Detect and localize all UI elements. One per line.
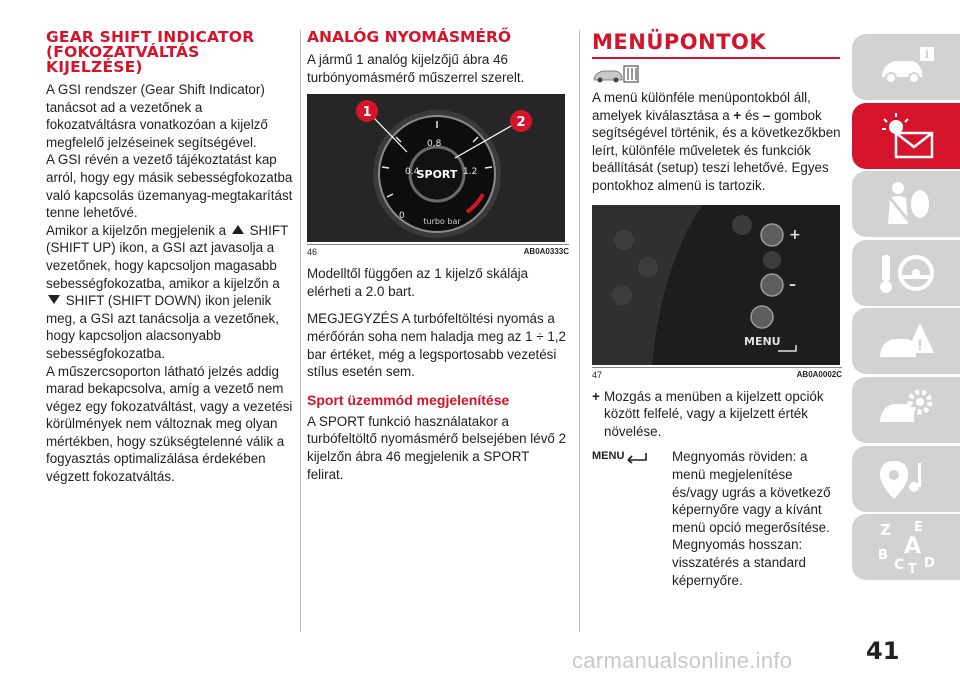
figure-46-number: 46 <box>307 247 318 258</box>
menu-paragraph-1 <box>592 89 842 195</box>
menu-return-icon <box>626 450 648 464</box>
car-gear-icon <box>876 386 936 434</box>
steering-buttons-illustration <box>592 205 840 365</box>
tick-label-1-2: 1.2 <box>463 167 478 178</box>
watermark: carmanualsonline.info <box>572 648 793 673</box>
tab-warning-lights[interactable] <box>852 103 960 169</box>
index-letter-e: E <box>914 520 923 536</box>
menu-button-description <box>592 448 842 589</box>
tab-car-info[interactable] <box>852 34 960 100</box>
tab-emergency[interactable] <box>852 308 960 374</box>
column-menu-items <box>592 30 842 589</box>
figure-46-gauge <box>307 94 565 242</box>
button-minus-label: – <box>789 276 796 293</box>
gsi-p3-part-b: SHIFT (SHIFT UP) ikon, a GSI azt javasolja a vezetőnek, hogy kapcsoljon magasabb sebességfokozatba, amikor a kijelzőn a <box>46 222 289 291</box>
plus-bullet-text: Mozgás a menüben a kijelzett opciók között felfelé, vagy a kijelzett érték növelése. <box>604 388 824 439</box>
menu-heading: MENÜPONTOK <box>592 30 767 54</box>
page-number: 41 <box>866 637 900 665</box>
vehicle-variant-icon <box>592 63 842 85</box>
index-letter-c: C <box>894 557 905 574</box>
index-letter-d: D <box>924 556 935 572</box>
index-letter-a: A <box>904 534 922 560</box>
gsi-paragraph-2: A GSI révén a vezető tájékoztatást kap arról, hogy egy másik sebességfokozatba való kapcsolás üzemanyag-megtakarítást tenne lehetővé. <box>46 152 293 221</box>
gauge-paragraph-1: A jármű 1 analóg kijelzőjű ábra 46 turbónyomásmérő műszerrel szerelt. <box>307 52 525 85</box>
callout-2-label: 2 <box>516 115 526 131</box>
gsi-paragraph-1: A GSI rendszer (Gear Shift Indicator) tanácsot ad a vezetőnek a fokozatváltásra vonatkozóan a kijelző megfelelő jelzéseinek segítségével. <box>46 82 268 150</box>
gauge-heading: ANALÓG NYOMÁSMÉRŐ <box>307 28 512 46</box>
figure-47-code: AB0A0002C <box>796 369 842 379</box>
index-letter-b: B <box>878 548 888 564</box>
shift-up-icon <box>232 225 244 234</box>
plus-bullet-symbol: + <box>592 388 600 404</box>
menu-p1-part-a: A menü különféle menüpontokból áll, amelyek kiválasztása a <box>592 90 811 123</box>
column-divider-2 <box>579 30 580 632</box>
menu-key-text-description: Megnyomás röviden: a menü megjelenítése és/vagy ugrás a következő képernyőre vagy a kívánt menü opció megerősítése. Megnyomás hosszan: visszatérés a standard képernyőre. <box>672 449 831 588</box>
index-letter-t: T <box>908 562 917 576</box>
index-letter-z: Z <box>880 521 891 540</box>
gsi-p3-part-a: Amikor a kijelzőn megjelenik a <box>46 222 227 238</box>
menu-heading-rule <box>592 57 840 59</box>
music-nav-icon <box>876 455 936 503</box>
svg-text:i: i <box>924 48 930 61</box>
index-letters-icon <box>874 519 938 575</box>
minus-symbol: – <box>762 107 771 123</box>
warning-light-envelope-icon <box>874 111 938 161</box>
figure-47-number: 47 <box>592 369 603 380</box>
turbo-bar-label: turbo bar <box>423 217 461 227</box>
svg-text:!: ! <box>916 338 924 355</box>
shift-down-icon <box>48 295 60 304</box>
tab-multimedia[interactable] <box>852 446 960 512</box>
road-warning-icon <box>876 317 936 365</box>
gsi-heading: GEAR SHIFT INDICATOR (FOKOZATVÁLTÁS KIJELZÉSE) <box>46 28 255 76</box>
gauge-paragraph-2: Modelltől függően az 1 kijelző skálája elérheti a 2.0 bart. <box>307 266 529 299</box>
tick-label-0: 0 <box>399 211 405 222</box>
sport-mode-subheading: Sport üzemmód megjelenítése <box>307 391 510 408</box>
plus-symbol: + <box>733 107 742 123</box>
plus-button-description <box>592 388 842 441</box>
tick-label-0-8: 0.8 <box>427 139 442 150</box>
tick-label-0-4: 0.4 <box>405 167 420 178</box>
column-gear-shift <box>46 30 296 486</box>
tab-starting-driving[interactable] <box>852 240 960 306</box>
tab-maintenance[interactable] <box>852 377 960 443</box>
figure-46-caption <box>307 244 569 257</box>
tab-safety[interactable] <box>852 171 960 237</box>
tab-index[interactable] <box>852 514 960 580</box>
menu-key-label <box>592 448 672 589</box>
menu-key-text: MENU <box>592 450 625 463</box>
button-plus-label: + <box>789 226 801 243</box>
car-info-icon <box>876 45 936 89</box>
button-menu-label: MENU <box>744 334 781 348</box>
turbo-gauge-illustration <box>307 94 565 242</box>
key-steering-icon <box>876 249 936 297</box>
figure-46-code: AB0A0333C <box>523 247 569 257</box>
seatbelt-airbag-icon <box>878 180 934 228</box>
chapter-sidebar <box>852 34 960 583</box>
gauge-paragraph-4: A SPORT funkció használatakor a turbófeltöltő nyomásmérő belsejében lévő 2 kijelzőn ábra 46 megjelenik a SPORT felirat. <box>307 413 567 482</box>
gauge-note: MEGJEGYZÉS A turbófeltöltési nyomás a mérőórán soha nem haladja meg az 1 ÷ 1,2 bar értéket, még a legsportosabb vezetési stílus esetén sem. <box>307 311 566 380</box>
gsi-p3-part-c: SHIFT (SHIFT DOWN) ikon jelenik meg, a GSI azt tanácsolja a vezetőnek, hogy kapcsoljon alacsonyabb sebességfokozatba. <box>46 293 279 361</box>
column-divider-1 <box>300 30 301 632</box>
column-analog-gauge <box>307 30 569 483</box>
sport-label: SPORT <box>416 168 458 182</box>
menu-p1-part-c: gombok segítségével történik, és a következőkben leírt, különféle műveletek és funkciók beállítását (setup) teszi lehetővé. Egyes pontokhoz almenü is tartozik. <box>592 107 841 193</box>
figure-47-buttons <box>592 205 840 365</box>
figure-47-caption <box>592 367 842 380</box>
gsi-paragraph-3 <box>46 222 296 363</box>
gsi-paragraph-4: A műszercsoporton látható jelzés addig marad bekapcsolva, amíg a vezető nem végez egy fokozatváltást, vagy a vezetési körülmények nem változnak meg olyan mértékben, hogy szükségtelenné válik a fogyasztás optimalizálása érdekében végzett fokozatváltás. <box>46 363 293 485</box>
menu-p1-part-b: és <box>744 107 760 123</box>
callout-1-label: 1 <box>362 105 372 121</box>
